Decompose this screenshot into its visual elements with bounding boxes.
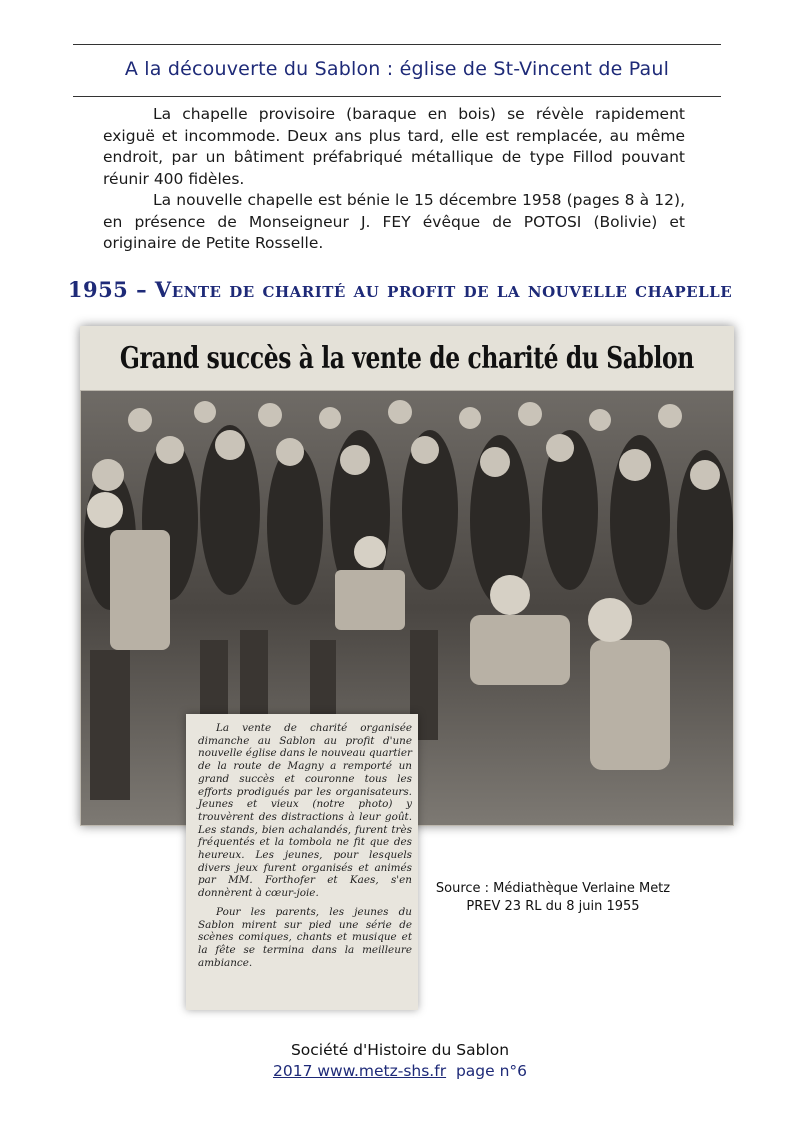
header-top-rule xyxy=(73,44,721,45)
footer-line xyxy=(150,1061,650,1082)
website-link[interactable]: 2017 www.metz-shs.fr xyxy=(272,1062,447,1080)
body-paragraph: La nouvelle chapelle est bénie le 15 décembre 1958 (pages 8 à 12), en présence de Monseigneur J. FEY évêque de POTOSI (Bolivie) et originaire de Petite Rosselle. xyxy=(103,191,685,252)
source-credit xyxy=(422,880,684,916)
clipping-caption xyxy=(198,722,412,975)
source-reference: PREV 23 RL du 8 juin 1955 xyxy=(466,899,640,914)
page-number: page n°6 xyxy=(455,1062,528,1080)
page-header-title: A la découverte du Sablon : église de St-Vincent de Paul xyxy=(124,58,670,80)
caption-paragraph: Pour les parents, les jeunes du Sablon mirent sur pied une série de scènes comiques, chants et musique et la fête se termina dans la meilleure ambiance. xyxy=(198,905,412,969)
section-title: 1955 – Vente de charité au profit de la nouvelle chapelle xyxy=(67,277,733,302)
body-text xyxy=(103,104,685,255)
footer-society: Société d'Histoire du Sablon xyxy=(290,1041,510,1059)
source-line: Source : Médiathèque Verlaine Metz xyxy=(435,881,671,896)
clipping-headline xyxy=(80,326,734,390)
caption-paragraph: La vente de charité organisée dimanche au Sablon au profit d'une nouvelle église dans le nouveau quartier de la route de Magny a remporté un grand succès et couronne tous les efforts prodigués par les organisateurs. Jeunes et vieux (notre photo) y trouvèrent des distractions à leur goût. Les stands, bien achalandés, furent très fréquentés et la tombola ne fit que des heureux. Les jeunes, pour lesquels divers jeux furent organisés et animés par MM. Forthofer et Kaes, s'en donnèrent à cœur-joie. xyxy=(198,722,412,900)
clipping-headline-text: Grand succès à la vente de charité du Sablon xyxy=(120,340,694,376)
header-bottom-rule xyxy=(73,96,721,97)
page-footer xyxy=(150,1040,650,1082)
body-paragraph: La chapelle provisoire (baraque en bois) se révèle rapidement exiguë et incommode. Deux ans plus tard, elle est remplacée, au même endroit, par un bâtiment préfabriqué métallique de type Fillod pouvant réunir 400 fidèles. xyxy=(103,105,685,188)
